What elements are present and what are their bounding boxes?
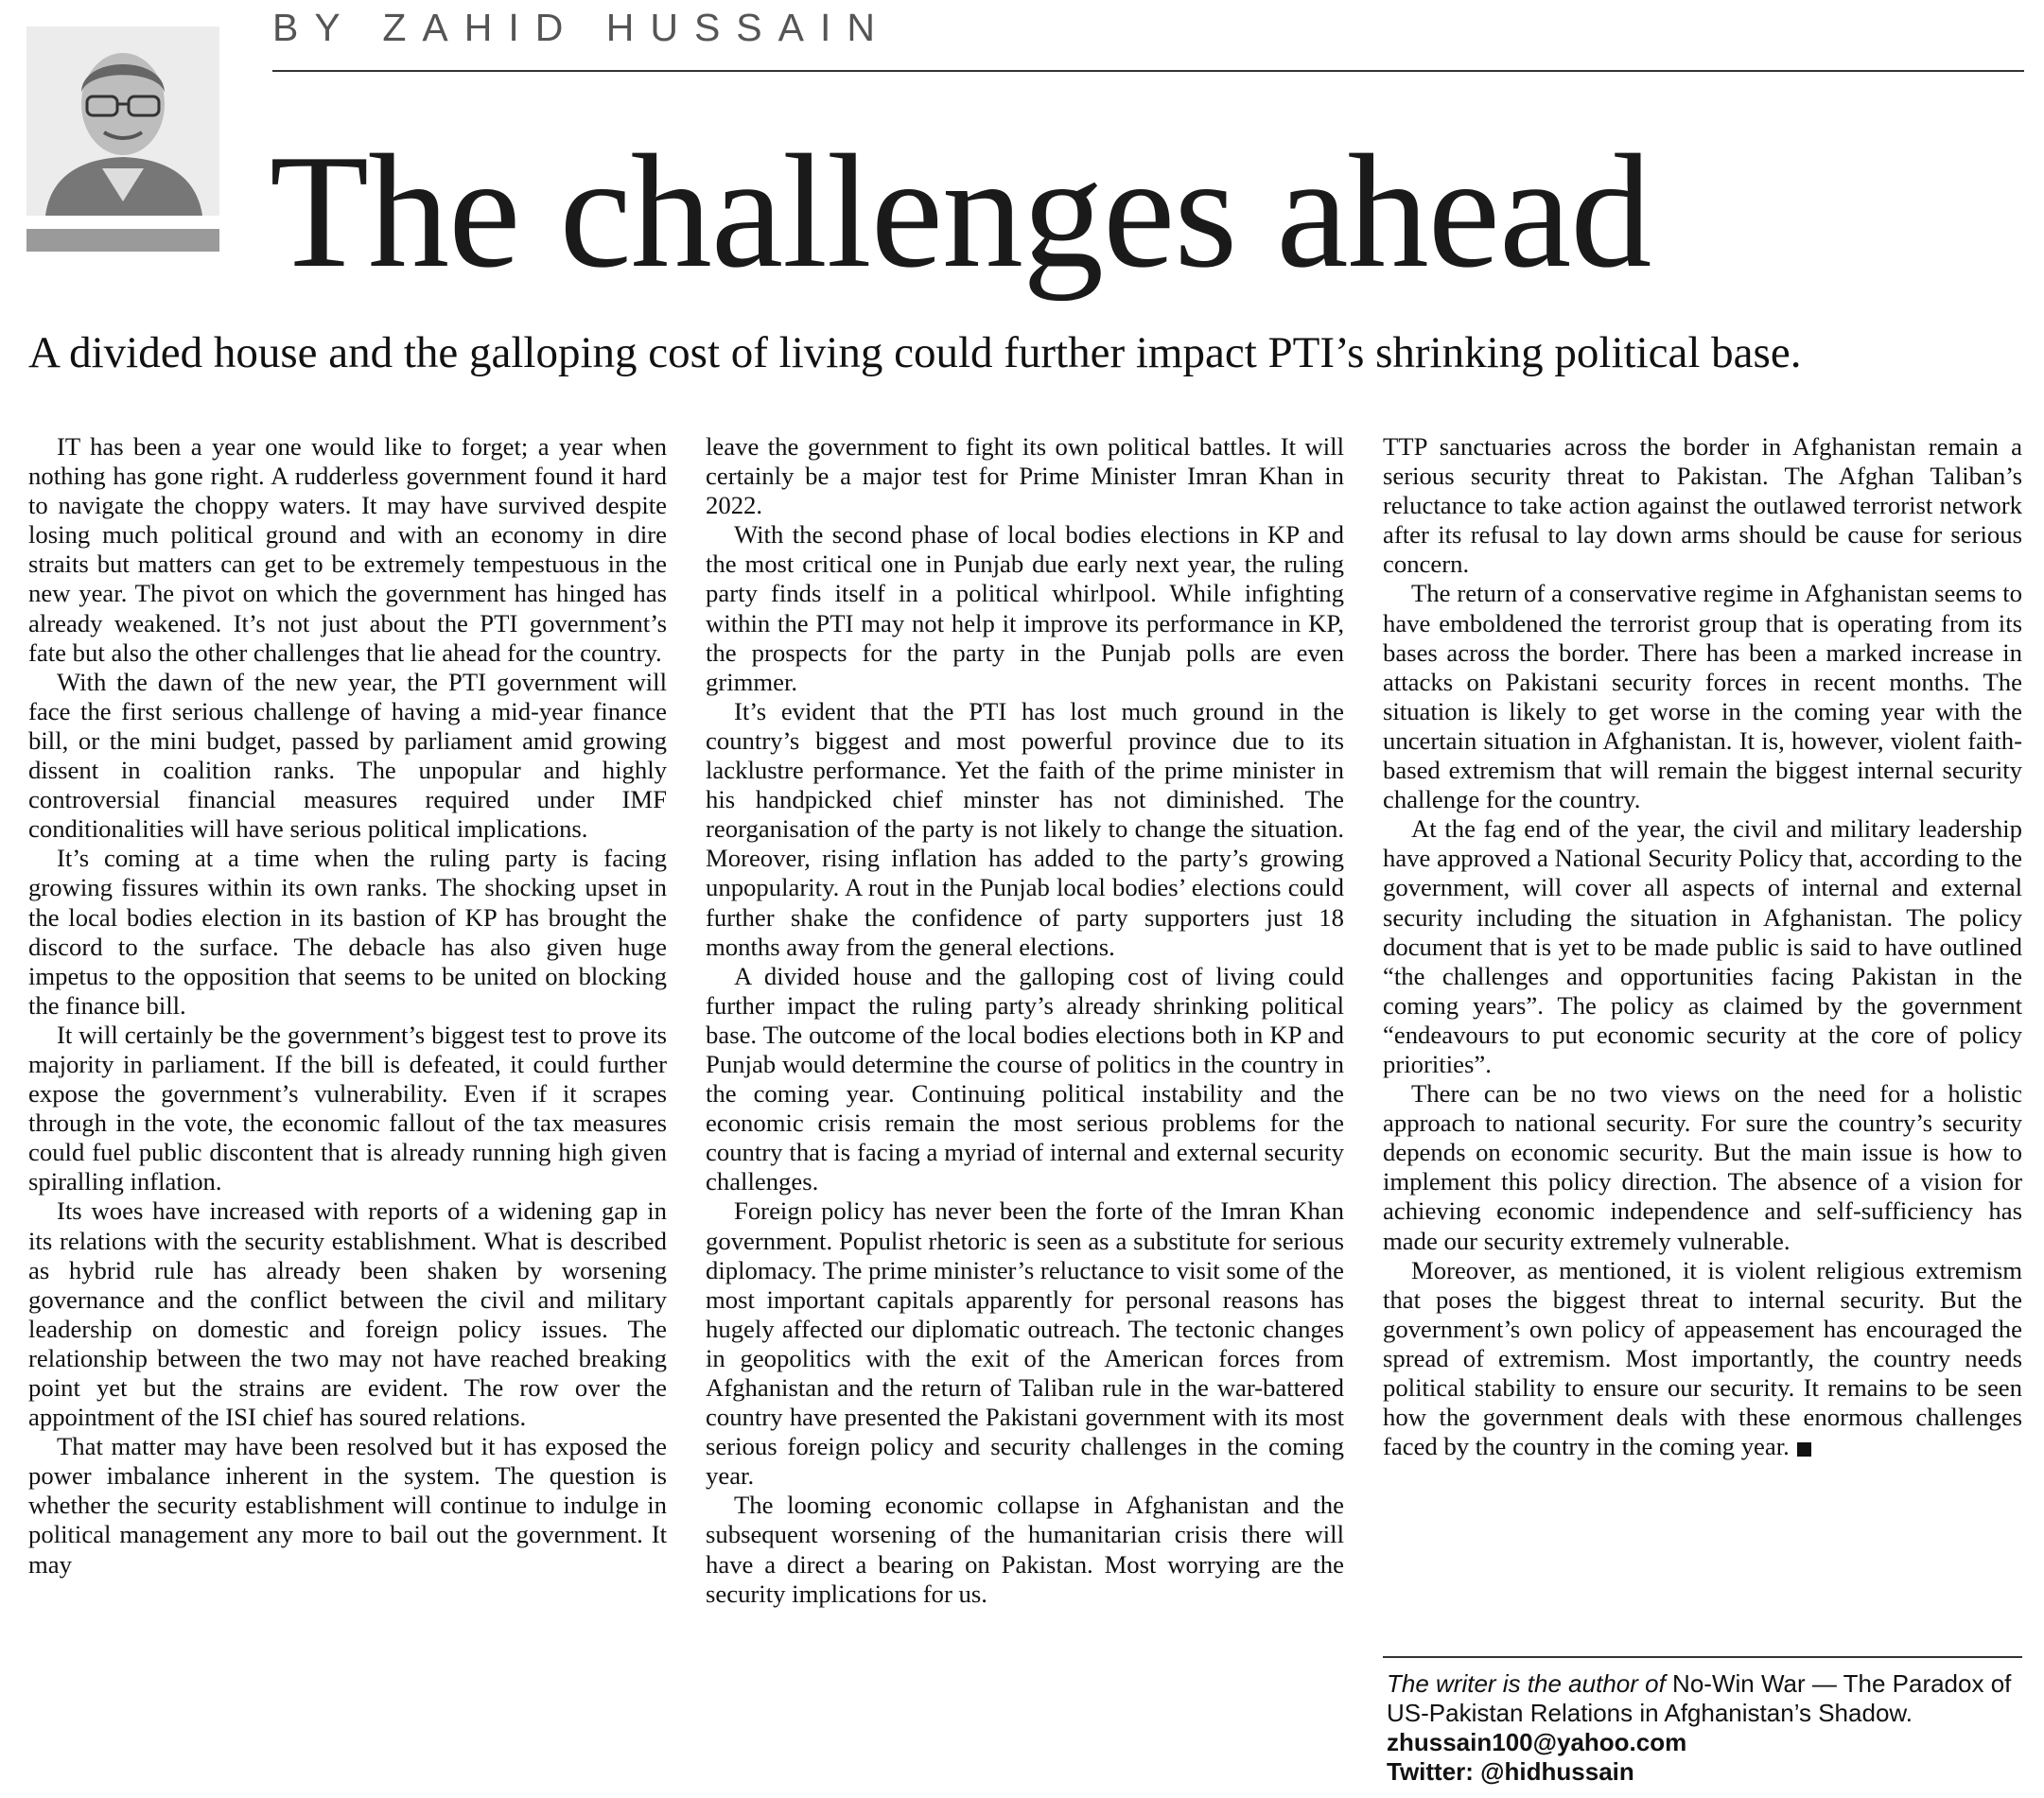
author-twitter[interactable]: Twitter: @hidhussain [1387, 1757, 1634, 1786]
last-paragraph-text: Moreover, as mentioned, it is violent religious extremism that poses the biggest threat to internal security. But the government’s own policy of appeasement has encouraged the spread of extremism. Most importantly, the country needs political stability to ensure our security. It remains to be seen how the government deals with these enormous challenges faced by the country in the coming year. [1383, 1255, 2022, 1461]
paragraph: There can be no two views on the need for a holistic approach to national security. For sure the country’s security depends on economic security. But the main issue is how to implement this policy direction. The absence of a vision for achieving economic independence and self-sufficiency has made our security extremely vulnerable. [1383, 1079, 2022, 1255]
paragraph: leave the government to fight its own political battles. It will certainly be a major test for Prime Minister Imran Khan in 2022. [706, 432, 1344, 520]
paragraph: It’s evident that the PTI has lost much ground in the country’s biggest and most powerful province due to its lacklustre performance. Yet the faith of the prime minister in his handpicked chief minster has not diminished. The reorganisation of the party is not likely to change the situation. Moreover, rising inflation has added to the party’s growing unpopularity. A rout in the Punjab local bodies’ elections could further shake the confidence of party supporters just 18 months away from the general elections. [706, 696, 1344, 961]
paragraph: The looming economic collapse in Afghanistan and the subsequent worsening of the humanitarian crisis there will have a direct a bearing on Pakistan. Most worrying are the security implications for us. [706, 1491, 1344, 1608]
column-1 [28, 432, 667, 1580]
headline: The challenges ahead [270, 122, 1651, 302]
top-rule [272, 70, 2024, 72]
photo-bar [26, 229, 219, 252]
author-portrait-icon [26, 26, 219, 216]
deck: A divided house and the galloping cost of living could further impact PTI’s shrinking political base. [28, 328, 1802, 377]
end-mark-icon [1797, 1442, 1811, 1457]
paragraph: It’s coming at a time when the ruling party is facing growing fissures within its own ranks. The shocking upset in the local bodies election in its bastion of KP has brought the discord to the surface. The debacle has also given huge impetus to the opposition that seems to be united on blocking the finance bill. [28, 844, 667, 1020]
bio-intro: The writer is the author of [1387, 1669, 1666, 1698]
paragraph: TTP sanctuaries across the border in Afghanistan remain a serious security threat to Pakistan. The Afghan Taliban’s reluctance to take action against the outlawed terrorist network after its refusal to lay down arms should be cause for serious concern. [1383, 432, 2022, 579]
author-bio [1387, 1669, 2026, 1787]
bio-book: No-Win War — The Paradox of US-Pakistan Relations in Afghanistan’s Shadow. [1387, 1669, 2012, 1727]
paragraph: With the second phase of local bodies elections in KP and the most critical one in Punjab due early next year, the ruling party finds itself in a political whirlpool. While infighting within the PTI may not help it improve its performance in KP, the prospects for the party in the Punjab polls are even grimmer. [706, 520, 1344, 696]
paragraph: Its woes have increased with reports of a widening gap in its relations with the security establishment. What is described as hybrid rule has already been shaken by worsening governance and the conflict between the civil and military leadership on domestic and foreign policy issues. The relationship between the two may not have reached breaking point yet but the strains are evident. The row over the appointment of the ISI chief has soured relations. [28, 1196, 667, 1432]
paragraph: It will certainly be the government’s biggest test to prove its majority in parliament. If the bill is defeated, it could further expose the government’s vulnerability. Even if it scrapes through in the vote, the economic fallout of the tax measures could fuel public discontent that is already running high given spiralling inflation. [28, 1020, 667, 1196]
paragraph: At the fag end of the year, the civil and military leadership have approved a National Security Policy that, according to the government, will cover all aspects of internal and external security including the situation in Afghanistan. The policy document that is yet to be made public is said to have outlined “the challenges and opportunities facing Pakistan in the coming years”. The policy as claimed by the government “endeavours to put economic security at the core of policy priorities”. [1383, 814, 2022, 1078]
paragraph: With the dawn of the new year, the PTI government will face the first serious challenge of having a mid-year finance bill, or the mini budget, passed by parliament amid growing dissent in coalition ranks. The unpopular and highly controversial financial measures required under IMF conditionalities will have serious political implications. [28, 667, 667, 844]
paragraph: That matter may have been resolved but it has exposed the power imbalance inherent in the system. The question is whether the security establishment will continue to indulge in political management any more to bail out the government. It may [28, 1432, 667, 1579]
paragraph: IT has been a year one would like to forget; a year when nothing has gone right. A rudderless government found it hard to navigate the choppy waters. It may have survived despite losing much political ground and with an economy in dire straits but matters can get to be extremely tempestuous in the new year. The pivot on which the government has hinged has already weakened. It’s not just about the PTI government’s fate but also the other challenges that lie ahead for the country. [28, 432, 667, 667]
author-photo [26, 26, 219, 216]
paragraph: A divided house and the galloping cost of living could further impact the ruling party’s already shrinking political base. The outcome of the local bodies elections both in KP and Punjab would determine the course of politics in the country in the coming year. Continuing political instability and the economic crisis remain the most serious problems for the country that is facing a myriad of internal and external security challenges. [706, 961, 1344, 1196]
bio-rule [1383, 1656, 2022, 1658]
column-2 [706, 432, 1344, 1609]
author-email[interactable]: zhussain100@yahoo.com [1387, 1728, 1687, 1756]
column-3 [1383, 432, 2022, 1461]
byline: BY ZAHID HUSSAIN [272, 6, 891, 49]
paragraph: The return of a conservative regime in Afghanistan seems to have emboldened the terrorist group that is operating from its bases across the border. There has been a marked increase in attacks on Pakistani security forces in recent months. The situation is likely to get worse in the coming year with the uncertain situation in Afghanistan. It is, however, violent faith-based extremism that will remain the biggest internal security challenge for the country. [1383, 579, 2022, 814]
paragraph-last [1383, 1256, 2022, 1462]
paragraph: Foreign policy has never been the forte of the Imran Khan government. Populist rhetoric is seen as a substitute for serious diplomacy. The prime minister’s reluctance to visit some of the most important capitals apparently for personal reasons has hugely affected our diplomatic outreach. The tectonic changes in geopolitics with the exit of the American forces from Afghanistan and the return of Taliban rule in the war-battered country have presented the Pakistani government with its most serious foreign policy and security challenges in the coming year. [706, 1196, 1344, 1491]
